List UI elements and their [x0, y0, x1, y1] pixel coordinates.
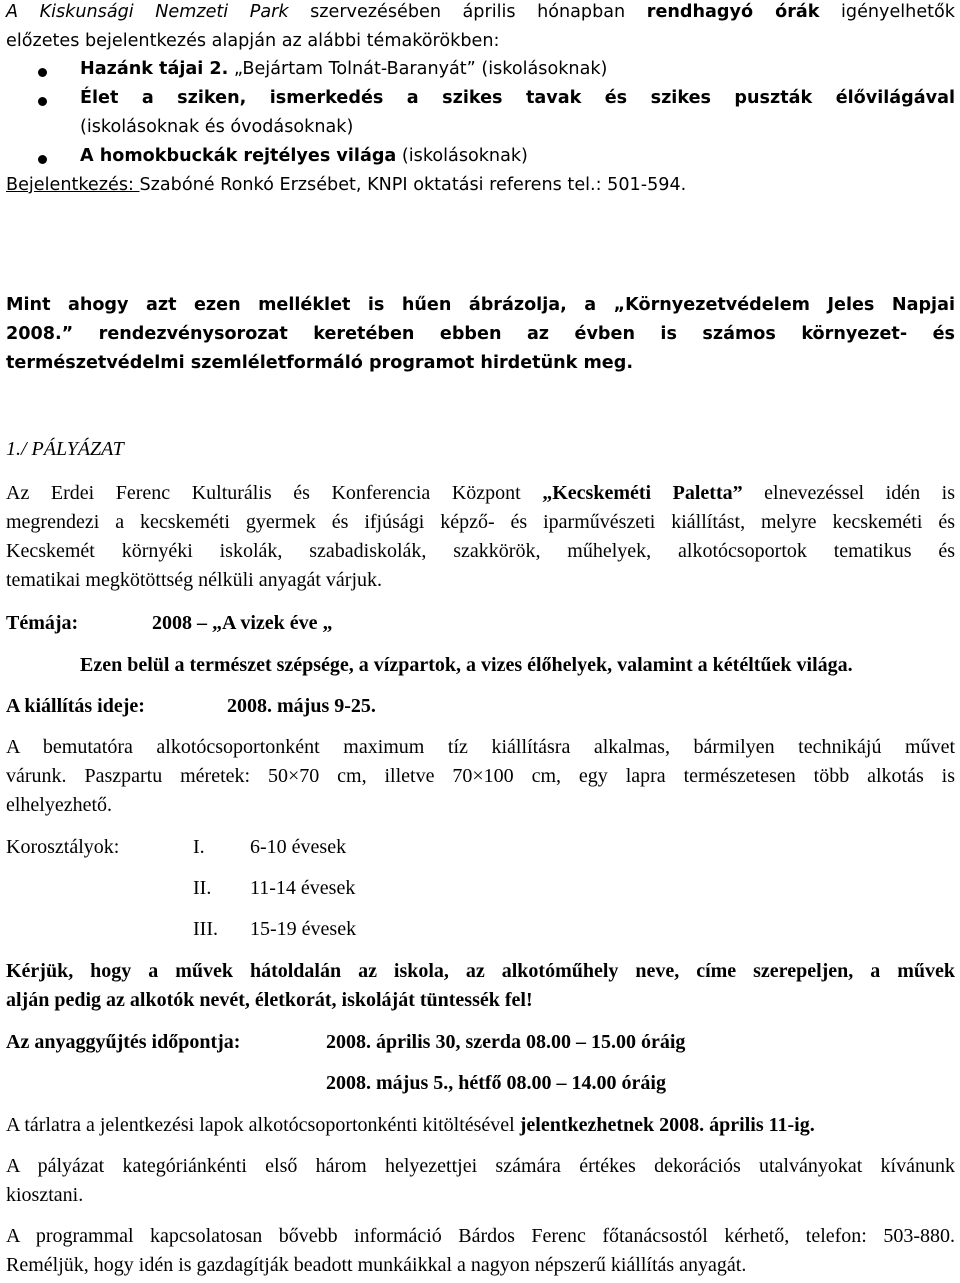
request-line-1: Kérjük, hogy a művek hátoldalán az iskola, az alkotóműhely neve, címe szerepeljen, a művek	[6, 960, 955, 982]
topic-3: A homokbuckák rejtélyes világa (iskolásoknak)	[80, 146, 528, 166]
p5-line-1: A programmal kapcsolatosan bővebb információ Bárdos Ferenc főtanácsostól kérhető, telefon: 503-880.	[6, 1225, 955, 1247]
special-lessons: rendhagyó órák	[646, 2, 820, 22]
exhibition-dates: 2008. május 9-25.	[227, 695, 376, 717]
p2-line-3: elhelyezhető.	[6, 794, 113, 816]
mint-line-1: Mint ahogy azt ezen melléklet is hűen ábrázolja, a „Környezetvédelem Jeles Napjai	[6, 295, 955, 315]
topic-2-audience: (iskolásoknak és óvodásoknak)	[80, 117, 354, 137]
p1-line-3: Kecskemét környéki iskolák, szabadiskolák, szakkörök, műhelyek, alkotócsoportok tematikus és	[6, 540, 955, 562]
p2-line-2: várunk. Paszpartu méretek: 50×70 cm, illetve 70×100 cm, egy lapra természetesen több alkotás is	[6, 765, 955, 787]
subtheme: Ezen belül a természet szépsége, a vízpartok, a vizes élőhelyek, valamint a kétéltűek világa.	[80, 654, 853, 676]
mint-line-3: természetvédelmi szemléletformáló programot hirdetünk meg.	[6, 353, 634, 373]
age-group-desc: 15-19 évesek	[250, 918, 357, 940]
bullet-icon	[38, 68, 47, 77]
p4-line-2: kiosztani.	[6, 1184, 84, 1206]
bullet-icon	[38, 155, 47, 164]
park-name: A Kiskunsági Nemzeti Park	[6, 2, 289, 22]
p1-line-1: Az Erdei Ferenc Kulturális és Konferencia Központ „Kecskeméti Paletta” elnevezéssel idén is	[6, 482, 955, 504]
age-group-num: III.	[193, 918, 218, 940]
exhibition-label: A kiállítás ideje:	[6, 695, 145, 717]
section-title: 1./ PÁLYÁZAT	[6, 438, 124, 460]
age-group-num: I.	[193, 836, 205, 858]
kecskemeti-paletta: „Kecskeméti Paletta”	[542, 482, 743, 504]
age-group-desc: 11-14 évesek	[250, 877, 356, 899]
topic-2: Élet a sziken, ismerkedés a szikes tavak és szikes puszták élővilágával	[80, 88, 955, 108]
deadline: jelentkezhetnek 2008. április 11-ig.	[519, 1114, 815, 1136]
p4-line-1: A pályázat kategóriánkénti első három helyezettjei számára értékes dekorációs utalványokat kívánunk	[6, 1155, 955, 1177]
age-group-num: II.	[193, 877, 212, 899]
intro-line-1: A Kiskunsági Nemzeti Park szervezésében április hónapban rendhagyó órák igényelhetők	[6, 2, 955, 22]
collection-date-2: 2008. május 5., hétfő 08.00 – 14.00 óráig	[326, 1072, 666, 1094]
theme-label: Témája:	[6, 612, 79, 634]
registration-line: Bejelentkezés: Szabóné Ronkó Erzsébet, KNPI oktatási referens tel.: 501-594.	[6, 175, 687, 195]
collection-label: Az anyaggyűjtés időpontja:	[6, 1031, 241, 1053]
bullet-icon	[38, 97, 47, 106]
age-group-desc: 6-10 évesek	[250, 836, 347, 858]
p3-line: A tárlatra a jelentkezési lapok alkotócsoportonkénti kitöltésével jelentkezhetnek 2008. április 11-ig.	[6, 1114, 815, 1136]
age-groups-label: Korosztályok:	[6, 836, 120, 858]
p2-line-1: A bemutatóra alkotócsoportonként maximum tíz kiállításra alkalmas, bármilyen technikájú művet	[6, 736, 955, 758]
mint-line-2: 2008.” rendezvénysorozat keretében ebben az évben is számos környezet- és	[6, 324, 955, 344]
request-line-2: alján pedig az alkotók nevét, életkorát, iskoláját tüntessék fel!	[6, 989, 533, 1011]
theme-value: 2008 – „A vizek éve „	[152, 612, 333, 634]
collection-date-1: 2008. április 30, szerda 08.00 – 15.00 óráig	[326, 1031, 686, 1053]
intro-line-2: előzetes bejelentkezés alapján az alábbi témakörökben:	[6, 31, 500, 51]
registration-label: Bejelentkezés:	[6, 175, 140, 195]
topic-1: Hazánk tájai 2. „Bejártam Tolnát-Baranyát” (iskolásoknak)	[80, 59, 608, 79]
p5-line-2: Reméljük, hogy idén is gazdagítják beadott munkáikkal a nagyon népszerű kiállítás anyagát.	[6, 1254, 747, 1276]
p1-line-4: tematikai megkötöttség nélküli anyagát várjuk.	[6, 569, 383, 591]
p1-line-2: megrendezi a kecskeméti gyermek és ifjúsági képző- és iparművészeti kiállítást, melyre kecskeméti és	[6, 511, 955, 533]
